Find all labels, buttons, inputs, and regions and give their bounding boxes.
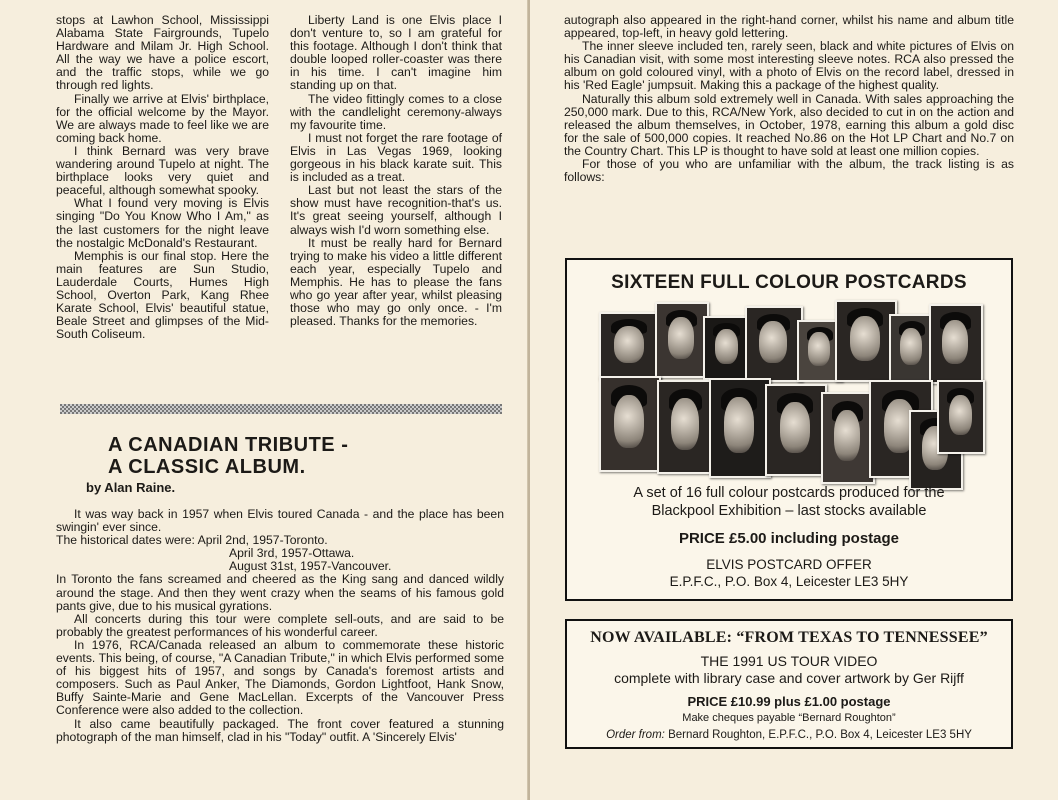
postcard-photo bbox=[937, 380, 985, 454]
paragraph: stops at Lawhon School, Mississippi Alabama State Fairgrounds, Tupelo Hardware and Milam Jr. High School. All the way we have a police escort, and the traffic stops, while we go through red lights. bbox=[56, 13, 269, 93]
paragraph: Naturally this album sold extremely well in Canada. With sales approaching the 250,000 mark. Due to this, RCA/New York, also decided to cut in on the action and released the album themselves, in October, 1978, earning this album a gold disc for the sale of 500,000 copies. It reached No.86 on the Hot LP Chart and No.7 on the Country Chart. This LP is thought to have sold at least one million copies. bbox=[564, 91, 1014, 158]
paragraph: Last but not least the stars of the show must have recognition-that's us. It's great seeing yourself, although I always wish I'd worn something else. bbox=[290, 183, 502, 237]
paragraph: Memphis is our final stop. Here the main features are Sun Studio, Lauderdale Courts, Humes High School, Overton Park, Kang Rhee Karate School, Elvis' beautiful statue, Beale Street and glimpses of the Mid-South Coliseum. bbox=[56, 248, 269, 342]
paragraph: I think Bernard was very brave wandering around Tupelo at night. The birthplace looks very quiet and peaceful, although somewhat spooky. bbox=[56, 143, 269, 198]
column-1 bbox=[56, 14, 269, 341]
postcard-photo bbox=[821, 392, 875, 484]
postcard-photo bbox=[835, 300, 897, 382]
description-line: THE 1991 US TOUR VIDEO bbox=[700, 653, 878, 669]
article-body bbox=[56, 508, 504, 744]
offer-line: ELVIS POSTCARD OFFER bbox=[706, 557, 872, 572]
advert-price: PRICE £5.00 including postage bbox=[678, 530, 900, 547]
postcard-photo bbox=[765, 384, 827, 476]
paragraph: For those of you who are unfamiliar with the album, the track listing is as follows: bbox=[564, 157, 1014, 185]
paragraph: autograph also appeared in the right-hand corner, whilst his name and album title appeared, top-left, in heavy gold lettering. bbox=[564, 13, 1014, 41]
left-page bbox=[0, 0, 528, 800]
date-line: The historical dates were: April 2nd, 1957-Toronto. bbox=[56, 533, 328, 548]
advert-price: PRICE £10.99 plus £1.00 postage bbox=[687, 694, 891, 709]
advert-title: NOW AVAILABLE: “FROM TEXAS TO TENNESSEE” bbox=[590, 629, 988, 646]
postcards-advert bbox=[565, 258, 1013, 601]
headline-line: A CANADIAN TRIBUTE - bbox=[108, 434, 349, 456]
order-line bbox=[567, 729, 1011, 741]
postcard-photo bbox=[599, 376, 661, 472]
postcard-photo bbox=[655, 302, 709, 378]
paragraph: All concerts during this tour were complete sell-outs, and are said to be probably the greatest performances of his wonderful career. bbox=[56, 611, 504, 639]
paragraph: It must be really hard for Bernard trying to make his video a little different each year, especially Tupelo and Memphis. He has to please the fans who go year after year, whilst pleasing those who may go only once. - I'm pleased. Thanks for the memories. bbox=[290, 235, 502, 329]
offer-address: E.P.F.C., P.O. Box 4, Leicester LE3 5HY bbox=[669, 574, 909, 589]
paragraph: I must not forget the rare footage of Elvis in Las Vegas 1969, looking gorgeous in his black karate suit. This is included as a treat. bbox=[290, 130, 502, 185]
article-headline bbox=[108, 434, 448, 478]
paragraph: The inner sleeve included ten, rarely seen, black and white pictures of Elvis on his Canadian visit, with some most interesting sleeve notes. RCA also pressed the album on gold coloured vinyl, with a photo of Elvis on the record label, dressed in his 'Red Eagle' jumpsuit. Making this a package of the highest quality. bbox=[564, 39, 1014, 93]
postcard-photo bbox=[745, 306, 803, 382]
postcard-collage bbox=[599, 300, 981, 496]
paragraph: Liberty Land is one Elvis place I don't venture to, so I am grateful for this footage. Although I don't think that double looped roller-coaster was there in his time. I can't imagine him standing up on that. bbox=[290, 13, 502, 93]
column-2 bbox=[290, 14, 502, 328]
postcard-photo bbox=[703, 316, 751, 380]
advert-description bbox=[567, 484, 1011, 520]
order-label: Order from: bbox=[606, 729, 665, 741]
order-address: Bernard Roughton, E.P.F.C., P.O. Box 4, Leicester LE3 5HY bbox=[668, 729, 972, 741]
paragraph: What I found very moving is Elvis singing "Do You Know Who I Am," as the last customers for the night leave the nostalgic McDonald's Restaurant. bbox=[56, 196, 269, 250]
paragraph: Finally we arrive at Elvis' birthplace, for the official welcome by the Mayor. We are always made to feel like we are coming back home. bbox=[56, 91, 269, 145]
paragraph: The video fittingly comes to a close with the candlelight ceremony-always my favourite time. bbox=[290, 91, 502, 132]
paragraph: In Toronto the fans screamed and cheered as the King sang and danced wildly around the stage. And then they went crazy when the seams of his famous gold pants give, due to his musical gyrations. bbox=[56, 572, 504, 613]
tour-dates bbox=[56, 534, 504, 573]
video-advert bbox=[565, 619, 1013, 749]
postcard-photo bbox=[599, 312, 661, 380]
cheque-note: Make cheques payable “Bernard Roughton” bbox=[682, 712, 896, 724]
date-line: April 3rd, 1957-Ottawa. bbox=[229, 546, 355, 561]
description-line: A set of 16 full colour postcards produced for the bbox=[633, 485, 945, 501]
description-line: Blackpool Exhibition – last stocks available bbox=[651, 503, 927, 519]
paragraph: It was way back in 1957 when Elvis toured Canada - and the place has been swingin' ever since. bbox=[56, 507, 504, 535]
postcard-photo bbox=[709, 378, 771, 478]
postcard-photo bbox=[929, 304, 983, 384]
date-line: August 31st, 1957-Vancouver. bbox=[229, 559, 392, 574]
postcard-photo bbox=[657, 380, 715, 474]
advert-offer bbox=[567, 556, 1011, 590]
advert-title: SIXTEEN FULL COLOUR POSTCARDS bbox=[611, 272, 967, 293]
description-line: complete with library case and cover artwork by Ger Rijff bbox=[614, 670, 964, 686]
right-column bbox=[564, 14, 1014, 184]
byline: by Alan Raine. bbox=[86, 480, 176, 495]
section-divider bbox=[60, 404, 502, 414]
headline-line: A CLASSIC ALBUM. bbox=[108, 456, 306, 478]
paragraph: It also came beautifully packaged. The front cover featured a stunning photograph of the man himself, clad in his "Today" outfit. A 'Sincerely Elvis' bbox=[56, 716, 504, 744]
paragraph: In 1976, RCA/Canada released an album to commemorate these historic events. This being, of course, "A Canadian Tribute," in which Elvis performed some of his biggest hits of 1957, and songs by Canada's foremost artists and composers. Such as Paul Anker, The Diamonds, Gordon Lightfoot, Hank Snow, Buffy Sainte-Marie and Gene MacLellan. Excerpts of the Vancouver Press Conference were also added to the collection. bbox=[56, 637, 504, 718]
advert-description bbox=[567, 653, 1011, 687]
